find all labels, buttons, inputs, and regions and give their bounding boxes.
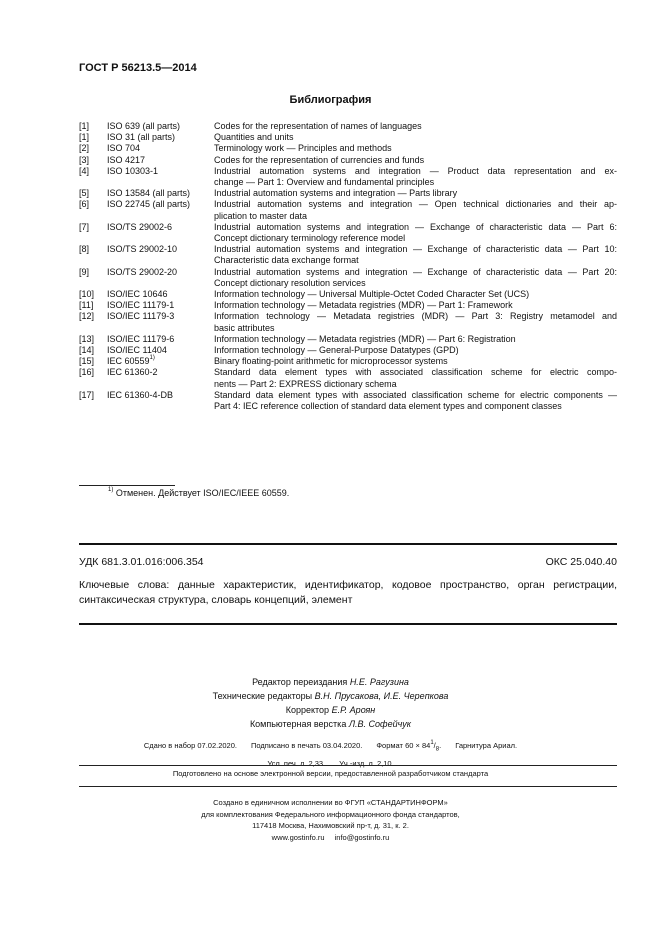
entry-title-line: Information technology — Metadata registries (MDR) — Part 6: Registration [214, 333, 516, 344]
footnote-divider [79, 485, 175, 486]
publisher-contacts [0, 832, 661, 844]
entry-title [214, 155, 617, 166]
entry-number: [3] [79, 154, 90, 165]
entry-code: ISO/IEC 11404 [107, 345, 167, 356]
entry-title-line: Industrial automation systems and integration — Parts library [214, 188, 458, 199]
footnote-text: Отменен. Действует ISO/IEC/IEEE 60559. [115, 488, 290, 498]
bibliography-title: Библиография [289, 94, 372, 106]
entry-number: [14] [79, 345, 95, 356]
prepared-note: Подготовлено на основе электронной версии, предоставленной разработчиком стандарта [172, 769, 489, 778]
entry-number: [12] [79, 311, 95, 322]
entry-title-line: nents — Part 2: EXPRESS dictionary schema [214, 378, 397, 389]
bibliography-list [79, 121, 617, 412]
bibliography-entry [79, 289, 617, 300]
entry-title [214, 356, 617, 367]
entry-title-line: Industrial automation systems and integration — Exchange of characteristic data — Part 10: [214, 244, 617, 255]
credit-proofreader: Корректор Е.Р. Ароян [285, 705, 376, 715]
imprint-line-1: Сдано в набор 07.02.2020. Подписано в печать 03.04.2020. Формат $60 \times 84^1/_8$. Гарнитура Ариал. [143, 739, 518, 753]
divider-top [79, 543, 617, 545]
entry-title-line: plication to master data [214, 210, 308, 221]
bibliography-entry [79, 345, 617, 356]
entry-code: ISO 22745 (all parts) [107, 199, 191, 210]
entry-title [214, 311, 617, 333]
entry-title-line: Concept dictionary resolution services [214, 277, 366, 288]
entry-number: [6] [79, 199, 90, 210]
entry-title [214, 390, 617, 412]
entry-title [214, 345, 617, 356]
bibliography-entry [79, 132, 617, 143]
entry-number: [4] [79, 165, 90, 176]
entry-title-line: Quantities and units [214, 132, 294, 143]
entry-code: ISO/TS 29002-10 [107, 244, 178, 255]
entry-code: ISO 639 (all parts) [107, 121, 181, 131]
entry-title-line: Information technology — Universal Multiple-Octet Coded Character Set (UCS) [214, 289, 530, 300]
entry-code: ISO 704 [107, 143, 141, 154]
bibliography-entry [79, 300, 617, 311]
email-link[interactable]: info@gostinfo.ru [334, 832, 390, 842]
bibliography-entry [79, 367, 617, 389]
entry-number: [8] [79, 244, 90, 255]
website-link[interactable]: www.gostinfo.ru [271, 832, 325, 842]
footnote [108, 488, 289, 498]
entry-code: ISO 31 (all parts) [107, 132, 176, 143]
entry-code: ISO 13584 (all parts) [107, 188, 191, 199]
divider-prep-top [79, 765, 617, 766]
bibliography-entry [79, 121, 617, 132]
entry-number: [10] [79, 289, 95, 300]
entry-title-line: basic attributes [214, 322, 275, 333]
imprint-line-2: Усл. печ. л. 2,33. Уч.-изд. л. 2,10. [267, 758, 394, 768]
entry-number: [1] [79, 121, 90, 131]
entry-title-line: Standard data element types with associated classification scheme for electric compo- [214, 367, 617, 378]
entry-title [214, 143, 617, 154]
bibliography-entry [79, 155, 617, 166]
entry-title-line: Information technology — Metadata registries (MDR) — Part 3: Registry metamodel and [214, 311, 617, 322]
entry-code: IEC 60559$^{1)}$ [107, 355, 155, 367]
entry-title [214, 267, 617, 289]
entry-title-line: Part 4: IEC reference collection of standard data element types and component classes [214, 401, 562, 412]
entry-title [214, 132, 617, 143]
entry-title-line: Information technology — General-Purpose Datatypes (GPD) [214, 345, 459, 356]
bibliography-entry [79, 222, 617, 244]
credit-tech-editors: Технические редакторы В.Н. Прусакова, И.Е. Черепкова [212, 691, 449, 701]
entry-title [214, 300, 617, 311]
entry-code: ISO 4217 [107, 154, 146, 165]
entry-code: ISO/TS 29002-6 [107, 221, 173, 232]
entry-code: IEC 61360-2 [107, 367, 158, 378]
entry-number: [13] [79, 333, 95, 344]
entry-number: [5] [79, 188, 90, 199]
entry-code: IEC 61360-4-DB [107, 389, 174, 400]
entry-number: [7] [79, 221, 90, 232]
bibliography-entry [79, 143, 617, 154]
entry-title-line: Codes for the representation of currencies and funds [214, 154, 425, 165]
oks-code: ОКС 25.040.40 [545, 556, 617, 568]
entry-number: [15] [79, 356, 95, 367]
entry-title [214, 244, 617, 266]
entry-title-line: Binary floating-point arithmetic for microprocessor systems [214, 356, 448, 367]
entry-title-line: Concept dictionary terminology reference model [214, 233, 406, 244]
bibliography-entry [79, 334, 617, 345]
bibliography-entry [79, 166, 617, 188]
bibliography-entry [79, 311, 617, 333]
entry-code: ISO/TS 29002-20 [107, 266, 178, 277]
entry-number: [2] [79, 143, 90, 154]
entry-title-line: Industrial automation systems and integration — Open technical dictionaries and their ap- [214, 199, 617, 210]
credits [0, 675, 661, 731]
entry-title-line: change — Part 1: Overview and fundamental principles [214, 177, 435, 188]
credit-layout: Компьютерная верстка Л.В. Софейчук [249, 719, 412, 729]
footnote-mark: 1) [108, 487, 114, 493]
bibliography-entry [79, 267, 617, 289]
entry-code: ISO/IEC 10646 [107, 289, 168, 300]
udc-code: УДК 681.3.01.016:006.354 [79, 556, 204, 568]
divider-bottom [79, 623, 617, 625]
entry-number: [16] [79, 367, 95, 378]
entry-title-line: Industrial automation systems and integration — Exchange of characteristic data — Part 20: [214, 266, 617, 277]
entry-number: [1] [79, 132, 90, 143]
entry-title-line: Characteristic data exchange format [214, 255, 359, 266]
entry-title-line: Terminology work — Principles and methods [214, 143, 392, 154]
entry-title [214, 188, 617, 199]
entry-title [214, 334, 617, 345]
bibliography-entry [79, 390, 617, 412]
entry-title [214, 121, 617, 132]
entry-footnote-mark: 1) [149, 355, 155, 362]
entry-number: [11] [79, 300, 94, 311]
entry-code: ISO/IEC 11179-6 [107, 333, 175, 344]
bibliography-entry [79, 199, 617, 221]
entry-title-line: Codes for the representation of names of languages [214, 121, 422, 131]
entry-title [214, 222, 617, 244]
keywords: Ключевые слова: данные характеристик, идентификатор, кодовое пространство, орган регистрации, синтаксическая структура, словарь концепций, элемент [79, 579, 617, 606]
entry-code: ISO/IEC 11179-3 [107, 311, 175, 322]
entry-title-line: Information technology — Metadata registries (MDR) — Part 1: Framework [214, 300, 513, 311]
entry-number: [9] [79, 266, 90, 277]
entry-title [214, 166, 617, 188]
bibliography-entry [79, 244, 617, 266]
entry-title-line: Standard data element types with associated classification scheme for electric components — [214, 389, 617, 400]
credit-editor: Редактор переиздания Н.Е. Рагузина [252, 677, 409, 687]
bibliography-entry [79, 188, 617, 199]
bibliography-entry [79, 356, 617, 367]
entry-title [214, 367, 617, 389]
entry-title-line: Industrial automation systems and integration — Exchange of characteristic data — Part 6: [214, 221, 617, 232]
standard-number: ГОСТ Р 56213.5—2014 [79, 62, 197, 74]
entry-number: [17] [79, 389, 95, 400]
divider-prep-bottom [79, 786, 617, 787]
publisher-info: Создано в единичном исполнении во ФГУП «СТАНДАРТИНФОРМ» для комплектования Федерального информационного фонда стандартов, 117418 Москва, Нахимовский пр-т, д. 31, к. 2. www.gostinfo.ru info@gostinfo.ru [0, 797, 661, 843]
entry-title [214, 289, 617, 300]
entry-code: ISO/IEC 11179-1 [107, 300, 175, 311]
entry-code: ISO 10303-1 [107, 165, 159, 176]
entry-title [214, 199, 617, 221]
entry-title-line: Industrial automation systems and integration — Product data representation and ex- [214, 165, 617, 176]
